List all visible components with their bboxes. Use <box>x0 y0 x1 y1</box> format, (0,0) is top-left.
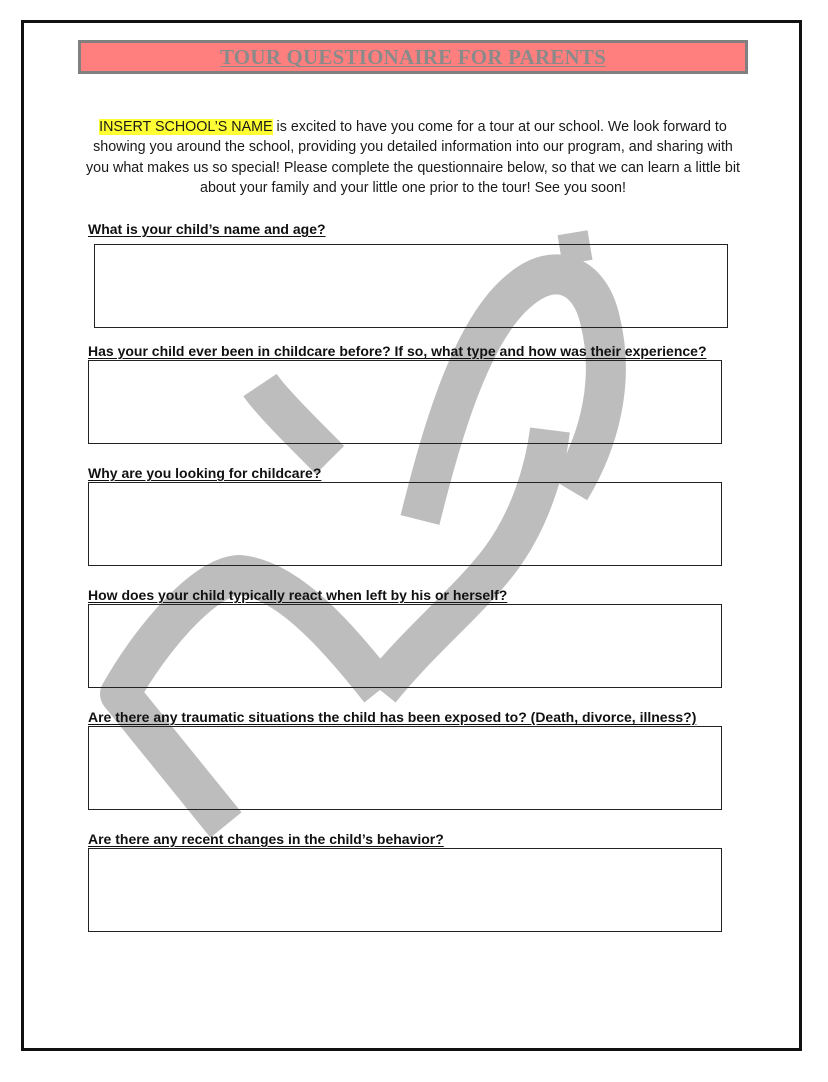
question-label-childcare-before: Has your child ever been in childcare before? If so, what type and how was their experience? <box>88 343 707 359</box>
intro-text: is excited to have you come for a tour at our school. We look forward to showing you around the school, providing you detailed information into our program, and sharing with you what makes us so special! Please complete the questionnaire below, so that we can learn a little bit about your family and your little one prior to the tour! See you soon! <box>85 119 741 196</box>
question-label-child-name-age: What is your child’s name and age? <box>88 221 326 237</box>
answer-field-childcare-before[interactable] <box>88 360 722 444</box>
answer-field-behavior-changes[interactable] <box>88 848 722 932</box>
question-label-why-childcare: Why are you looking for childcare? <box>88 465 322 481</box>
intro-paragraph <box>82 117 744 198</box>
question-label-behavior-changes: Are there any recent changes in the child’s behavior? <box>88 831 444 847</box>
answer-field-why-childcare[interactable] <box>88 482 722 566</box>
answer-field-reaction-when-left[interactable] <box>88 604 722 688</box>
page-title: TOUR QUESTIONAIRE FOR PARENTS <box>219 44 606 69</box>
answer-field-child-name-age[interactable] <box>94 244 728 328</box>
title-banner <box>78 40 748 74</box>
question-label-reaction-when-left: How does your child typically react when left by his or herself? <box>88 587 508 603</box>
question-label-traumatic-situations: Are there any traumatic situations the child has been exposed to? (Death, divorce, illness?) <box>88 709 697 725</box>
answer-field-traumatic-situations[interactable] <box>88 726 722 810</box>
school-name-placeholder[interactable]: INSERT SCHOOL’S NAME <box>99 119 273 135</box>
